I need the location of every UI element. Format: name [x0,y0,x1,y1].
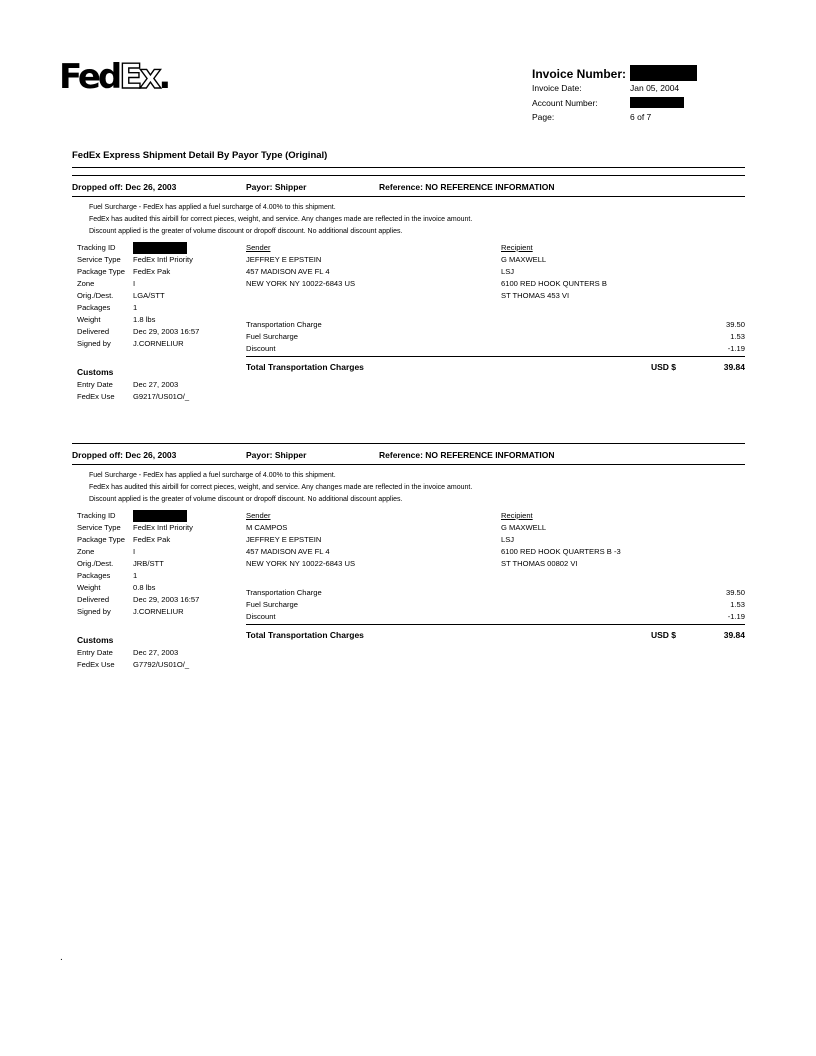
charge-amount: 1.53 [730,332,745,341]
shipment-block [0,175,816,435]
recipient-line: LSJ [501,267,515,276]
detail-value: LGA/STT [133,291,165,300]
detail-label: Service Type [77,523,121,532]
invoice-number-label: Invoice Number: [532,67,627,81]
charge-label: Fuel Surcharge [246,600,298,609]
detail-label: Weight [77,315,101,324]
sender-line: JEFFREY E EPSTEIN [246,255,322,264]
customs-title: Customs [77,635,114,645]
detail-value: 0.8 lbs [133,583,156,592]
customs-value: Dec 27, 2003 [133,648,179,657]
detail-value: Dec 29, 2003 16:57 [133,327,200,336]
account-number-redaction [630,97,684,108]
detail-value: Dec 29, 2003 16:57 [133,595,200,604]
recipient-line: 6100 RED HOOK QUNTERS B [501,279,607,288]
shipment-header-rule [72,464,745,465]
logo-ex-text: Ex [119,57,159,97]
reference: Reference: NO REFERENCE INFORMATION [379,182,555,192]
charge-amount: -1.19 [727,612,745,621]
shipment-block [0,443,816,703]
fedex-logo [59,57,172,97]
customs-label: Entry Date [77,648,113,657]
charge-amount: 39.50 [725,588,745,597]
recipient-line: G MAXWELL [501,523,547,532]
invoice-date-value: Jan 05, 2004 [630,83,680,93]
recipient-label: Recipient [501,243,533,252]
charge-amount: -1.19 [727,344,745,353]
dropped-off: Dropped off: Dec 26, 2003 [72,182,177,192]
shipment-top-rule [72,443,745,444]
customs-title: Customs [77,367,114,377]
charge-label: Transportation Charge [246,588,322,597]
dropped-off: Dropped off: Dec 26, 2003 [72,450,177,460]
page-value: 6 of 7 [630,112,652,122]
customs-value: G7792/US01O/_ [133,660,190,669]
shipment-header-rule [72,196,745,197]
detail-label: Packages [77,571,111,580]
customs-label: FedEx Use [77,392,115,401]
total-rule [246,624,745,625]
detail-value: J.CORNELIUR [133,607,184,616]
detail-value: FedEx Pak [133,267,171,276]
payor: Payor: Shipper [246,450,307,460]
detail-value: FedEx Intl Priority [133,255,193,264]
customs-value: Dec 27, 2003 [133,380,179,389]
detail-label: Delivered [77,595,110,604]
section-rule [72,167,745,168]
total-amount: 39.84 [723,362,745,372]
sender-line: M CAMPOS [246,523,288,532]
customs-label: FedEx Use [77,660,115,669]
sender-label: Sender [246,511,271,520]
detail-label: Tracking ID [77,511,116,520]
charge-amount: 39.50 [725,320,745,329]
shipment-note: FedEx has audited this airbill for correct pieces, weight, and service. Any changes made are reflected in the invoice amount. [89,484,473,491]
shipment-note: Discount applied is the greater of volume discount or dropoff discount. No additional discount applies. [89,496,403,503]
account-number-label: Account Number: [532,98,598,108]
sender-line: NEW YORK NY 10022-6843 US [246,279,356,288]
detail-label: Signed by [77,607,111,616]
detail-label: Packages [77,303,111,312]
recipient-line: ST THOMAS 453 VI [501,291,570,300]
shipment-note: Fuel Surcharge - FedEx has applied a fuel surcharge of 4.00% to this shipment. [89,472,336,479]
total-label: Total Transportation Charges [246,630,364,640]
total-rule [246,356,745,357]
total-amount: 39.84 [723,630,745,640]
shipment-note: FedEx has audited this airbill for correct pieces, weight, and service. Any changes made are reflected in the invoice amount. [89,216,473,223]
total-currency: USD $ [651,362,677,372]
detail-label: Zone [77,279,95,288]
charge-label: Transportation Charge [246,320,322,329]
detail-value: 1 [133,303,138,312]
recipient-line: LSJ [501,535,515,544]
tracking-id-redaction [133,510,187,522]
detail-label: Weight [77,583,101,592]
invoice-number-redaction [630,65,697,81]
reference: Reference: NO REFERENCE INFORMATION [379,450,555,460]
sender-line: 457 MADISON AVE FL 4 [246,267,330,276]
page-label: Page: [532,112,555,122]
customs-value: G9217/US01O/_ [133,392,190,401]
detail-value: 1.8 lbs [133,315,156,324]
total-currency: USD $ [651,630,677,640]
recipient-line: G MAXWELL [501,255,547,264]
sender-line: JEFFREY E EPSTEIN [246,535,322,544]
detail-value: FedEx Intl Priority [133,523,193,532]
charge-amount: 1.53 [730,600,745,609]
detail-value: FedEx Pak [133,535,171,544]
shipment-top-rule [72,175,745,176]
detail-value: I [133,279,136,288]
recipient-line: ST THOMAS 00802 VI [501,559,578,568]
customs-label: Entry Date [77,380,113,389]
detail-value: J.CORNELIUR [133,339,184,348]
detail-label: Orig./Dest. [77,559,114,568]
footer-mark: . [60,952,63,963]
total-label: Total Transportation Charges [246,362,364,372]
charge-label: Discount [246,612,276,621]
detail-label: Package Type [77,535,125,544]
shipment-note: Fuel Surcharge - FedEx has applied a fuel surcharge of 4.00% to this shipment. [89,204,336,211]
detail-label: Zone [77,547,95,556]
invoice-date-label: Invoice Date: [532,83,582,93]
detail-label: Tracking ID [77,243,116,252]
detail-label: Package Type [77,267,125,276]
detail-label: Delivered [77,327,110,336]
logo-dot: . [158,57,172,97]
tracking-id-redaction [133,242,187,254]
sender-label: Sender [246,243,271,252]
sender-line: 457 MADISON AVE FL 4 [246,547,330,556]
detail-value: I [133,547,136,556]
recipient-label: Recipient [501,511,533,520]
charge-label: Fuel Surcharge [246,332,298,341]
detail-label: Service Type [77,255,121,264]
shipment-note: Discount applied is the greater of volume discount or dropoff discount. No additional discount applies. [89,228,403,235]
detail-label: Orig./Dest. [77,291,114,300]
logo-fed-text: Fed [59,57,120,97]
sender-line: NEW YORK NY 10022-6843 US [246,559,356,568]
detail-value: 1 [133,571,138,580]
recipient-line: 6100 RED HOOK QUARTERS B -3 [501,547,621,556]
section-title: FedEx Express Shipment Detail By Payor Type (Original) [72,150,328,161]
detail-value: JRB/STT [133,559,164,568]
charge-label: Discount [246,344,276,353]
payor: Payor: Shipper [246,182,307,192]
detail-label: Signed by [77,339,111,348]
